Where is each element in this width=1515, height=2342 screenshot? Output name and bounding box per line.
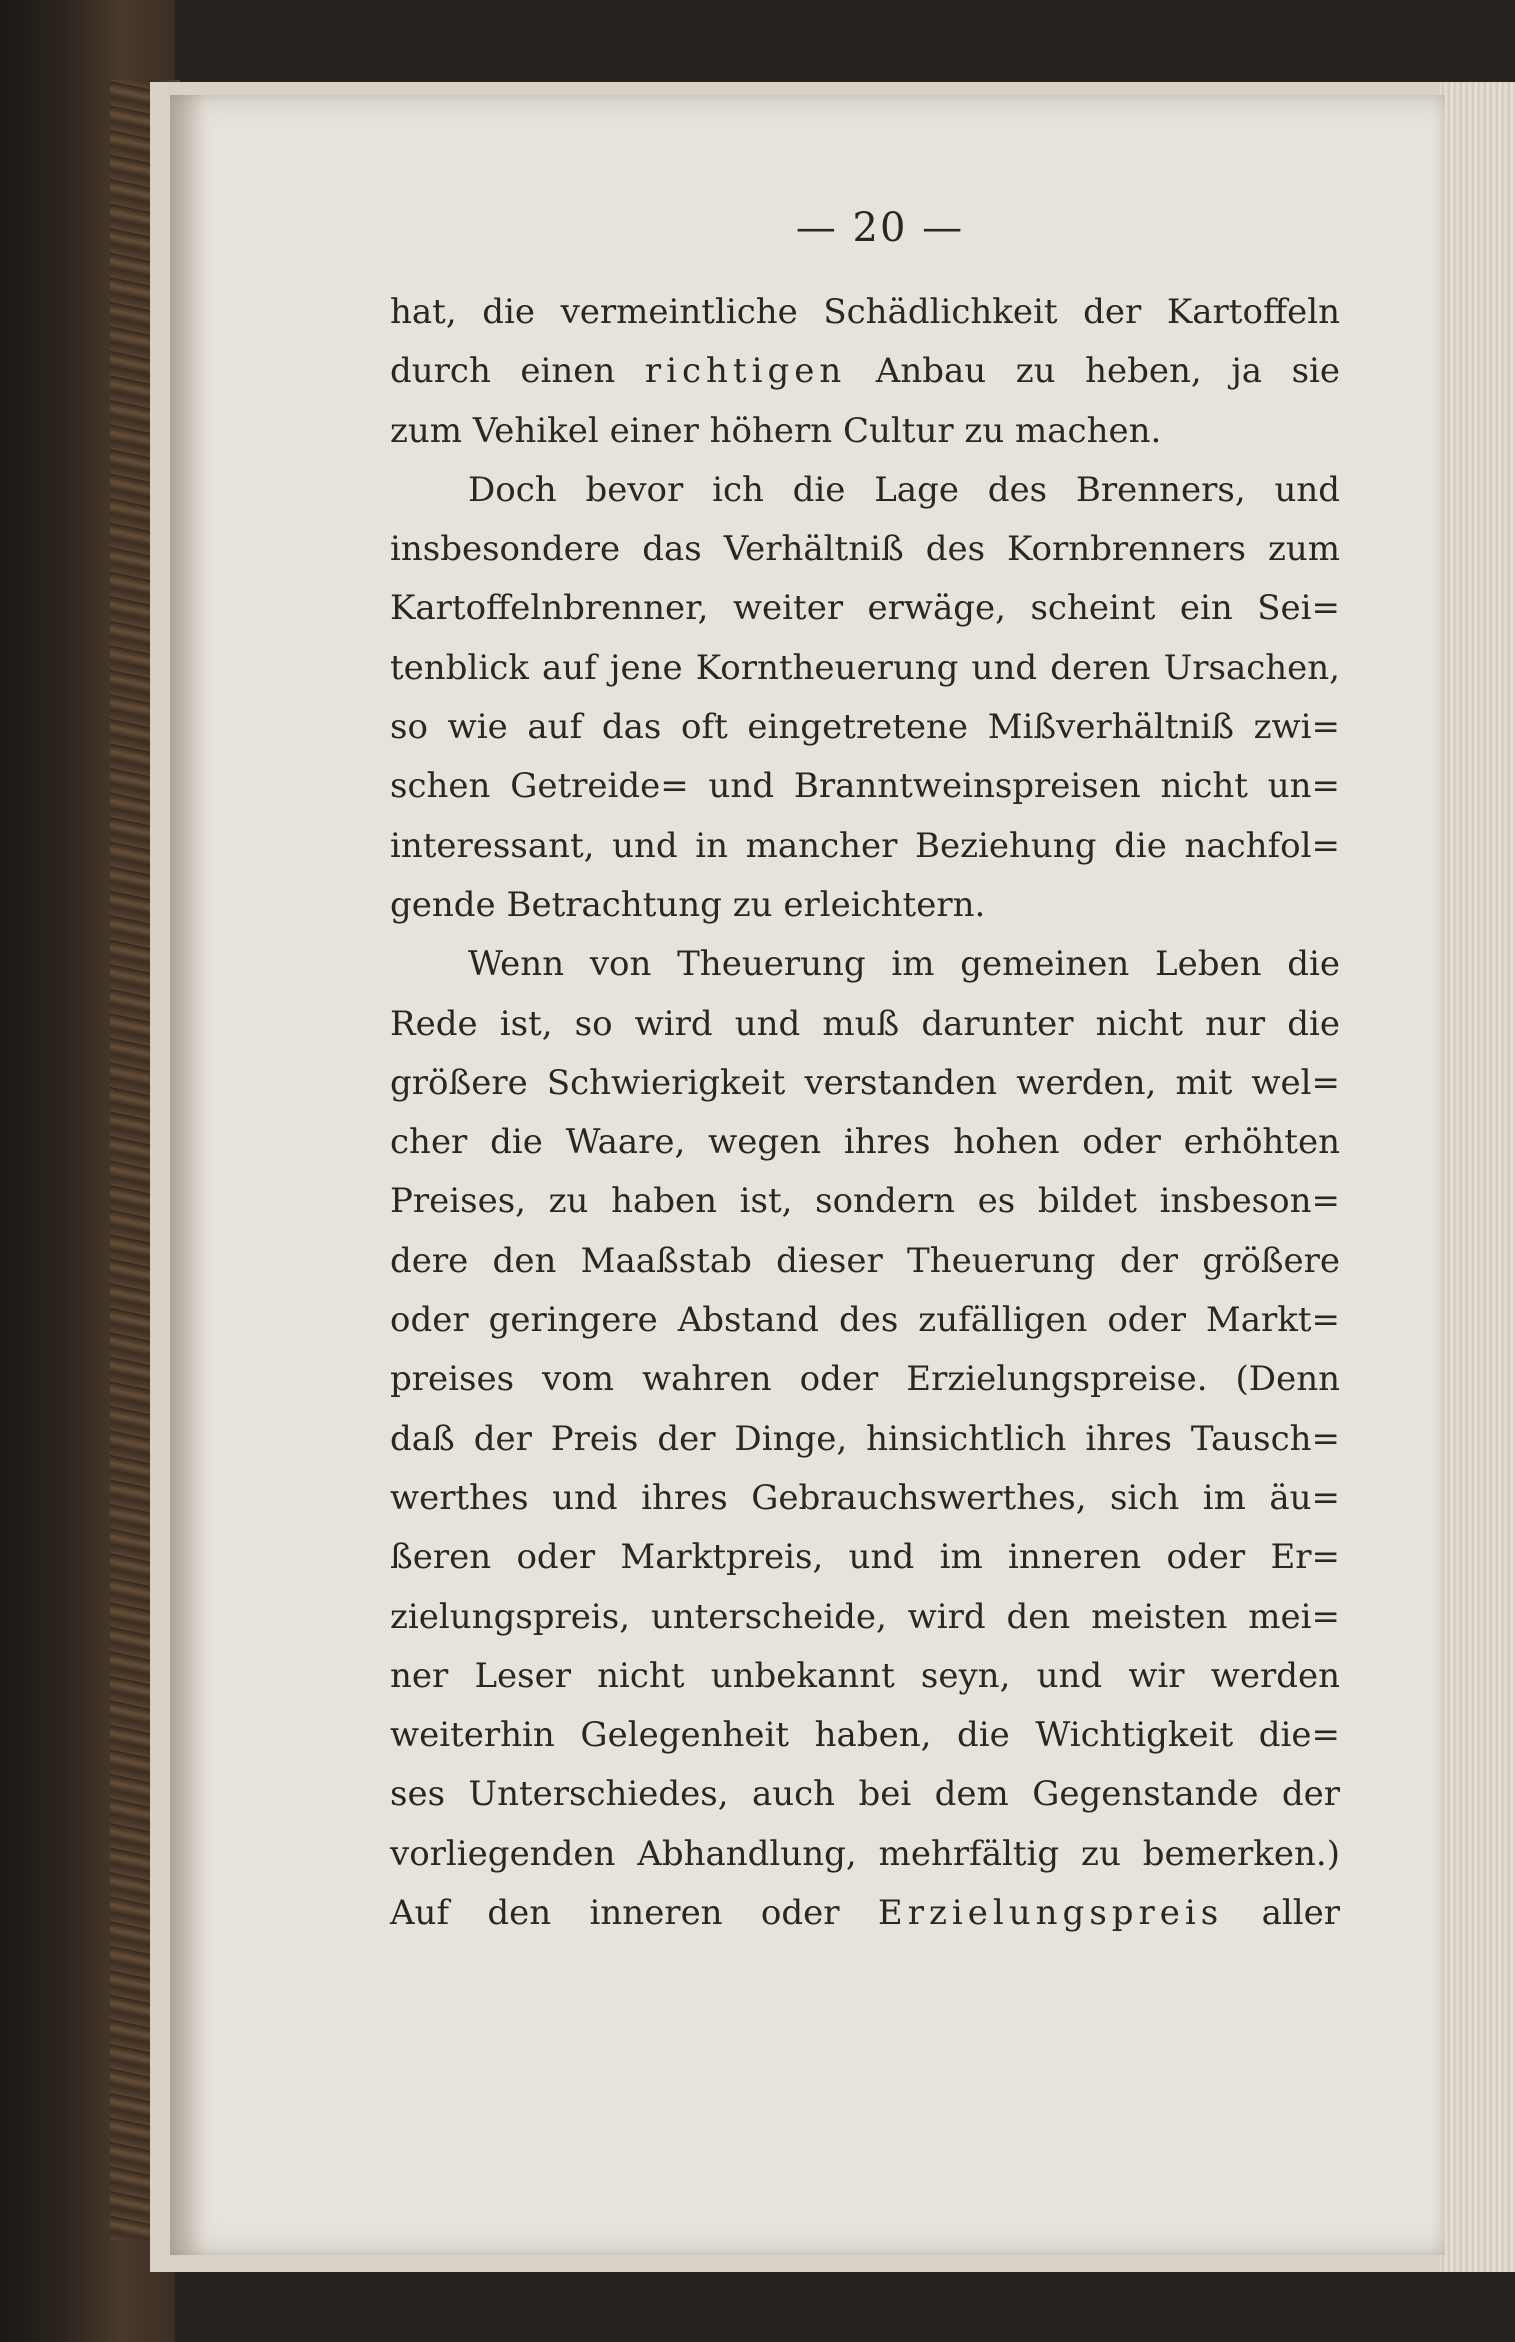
text-line: cher die Waare, wegen ihres hohen oder erhöhten xyxy=(390,1122,1340,1163)
text-line: dere den Maaßstab dieser Theuerung der größere xyxy=(390,1240,1340,1281)
text-line: ner Leser nicht unbekannt seyn, und wir werden xyxy=(390,1655,1340,1696)
paragraph-start: Doch bevor ich die Lage des Brenners, und xyxy=(468,469,1340,510)
text-line: interessant, und in mancher Beziehung die nachfol= xyxy=(390,825,1340,866)
text-line: ßeren oder Marktpreis, und im inneren oder Er= xyxy=(390,1537,1340,1578)
text-line: daß der Preis der Dinge, hinsichtlich ihres Tausch= xyxy=(390,1418,1340,1459)
text-line: insbesondere das Verhältniß des Kornbrenners zum xyxy=(390,529,1340,570)
text-line: ses Unterschiedes, auch bei dem Gegenstande der xyxy=(390,1774,1340,1815)
text-line: Preises, zu haben ist, sondern es bildet insbeson= xyxy=(390,1181,1340,1222)
spaced-emphasis: richtigen xyxy=(644,351,847,392)
page-number-header xyxy=(720,205,1040,251)
text-line: schen Getreide= und Branntweinspreisen nicht un= xyxy=(390,766,1340,807)
text-line: oder geringere Abstand des zufälligen oder Markt= xyxy=(390,1300,1340,1341)
page-edges xyxy=(1440,82,1515,2272)
text-line: zum Vehikel einer höhern Cultur zu machen. xyxy=(390,410,1162,451)
text-line: zielungspreis, unterscheide, wird den meisten mei= xyxy=(390,1596,1340,1637)
text-line: gende Betrachtung zu erleichtern. xyxy=(390,884,986,925)
text-line: tenblick auf jene Korntheuerung und deren Ursachen, xyxy=(390,647,1340,688)
text-line: vorliegenden Abhandlung, mehrfältig zu bemerken.) xyxy=(390,1833,1340,1874)
text-line: durch einen richtigen Anbau zu heben, ja sie xyxy=(390,351,1341,392)
text-line: so wie auf das oft eingetretene Mißverhältniß zwi= xyxy=(390,707,1340,748)
text-line: Kartoffelnbrenner, weiter erwäge, scheint ein Sei= xyxy=(390,588,1340,629)
body-text xyxy=(390,283,1340,1943)
text-line: Rede ist, so wird und muß darunter nicht nur die xyxy=(390,1003,1340,1044)
text-line: Auf den inneren oder Erzielungspreis aller xyxy=(390,1893,1340,1934)
spaced-emphasis: Erzielungspreis xyxy=(877,1893,1224,1934)
paragraph-start: Wenn von Theuerung im gemeinen Leben die xyxy=(468,944,1340,985)
gutter-shadow xyxy=(170,95,206,2255)
text-line: weiterhin Gelegenheit haben, die Wichtigkeit die= xyxy=(390,1715,1340,1756)
text-line: preises vom wahren oder Erzielungspreise. (Denn xyxy=(390,1359,1340,1400)
text-line: größere Schwierigkeit verstanden werden, mit wel= xyxy=(390,1062,1340,1103)
page-number: — 20 — xyxy=(795,205,965,251)
text-line: werthes und ihres Gebrauchswerthes, sich im äu= xyxy=(390,1477,1340,1518)
text-line: hat, die vermeintliche Schädlichkeit der Kartoffeln xyxy=(390,292,1340,332)
